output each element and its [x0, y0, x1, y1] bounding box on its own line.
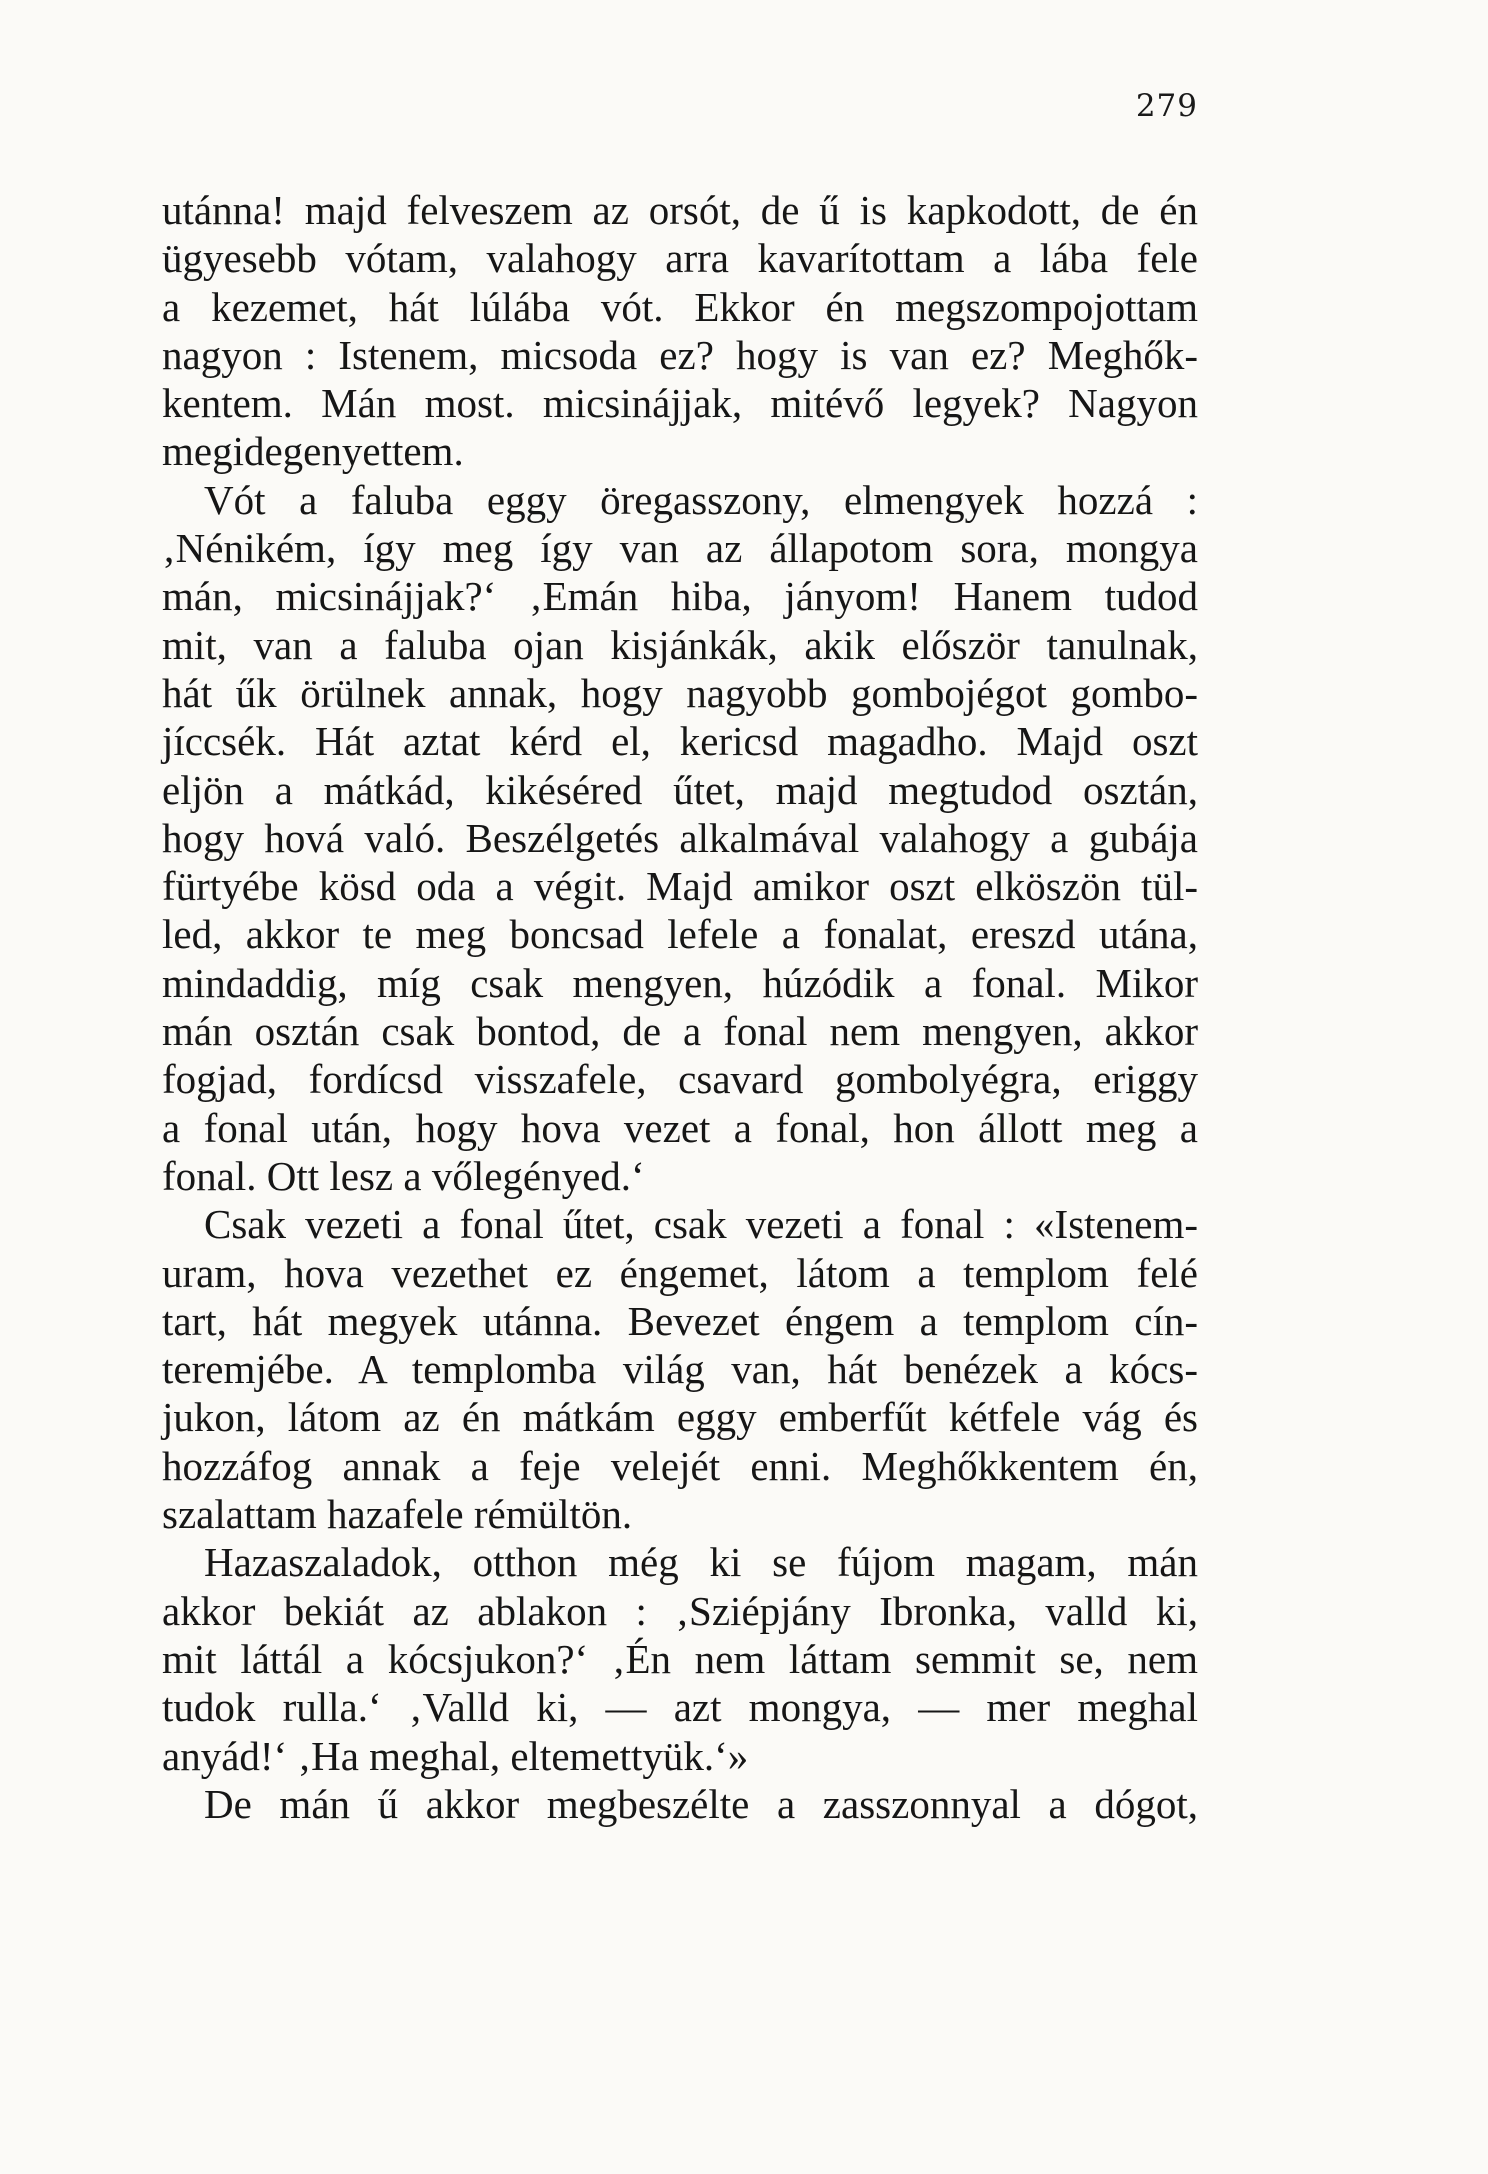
text-line: Csak vezeti a fonal űtet, csak vezeti a fonal : «Istenem-: [204, 1201, 1198, 1248]
text-line: mán osztán csak bontod, de a fonal nem mengyen, akkor: [162, 1008, 1198, 1055]
text-line: teremjébe. A templomba világ van, hát benézek a kócs-: [162, 1346, 1198, 1393]
text-line: szalattam hazafele rémültön.: [162, 1491, 633, 1538]
text-line: kentem. Mán most. micsinájjak, mitévő legyek? Nagyon: [162, 380, 1198, 427]
text-line: Vót a faluba eggy öregasszony, elmengyek hozzá :: [204, 476, 1198, 523]
text-line: hozzáfog annak a feje velejét enni. Meghőkkentem én,: [162, 1442, 1198, 1489]
text-line: megidegenyettem.: [162, 428, 464, 475]
text-line: led, akkor te meg boncsad lefele a fonalat, ereszd utána,: [162, 911, 1198, 958]
text-line: jíccsék. Hát aztat kérd el, kericsd magadho. Majd oszt: [162, 718, 1198, 765]
text-line: anyád!‘ ‚Ha meghal, eltemettyük.‘»: [162, 1732, 749, 1779]
text-line: mit, van a faluba ojan kisjánkák, akik először tanulnak,: [162, 621, 1198, 668]
text-line: tart, hát megyek utánna. Bevezet éngem a templom cín-: [162, 1297, 1198, 1344]
text-line: hogy hová való. Beszélgetés alkalmával valahogy a gubája: [162, 814, 1198, 861]
text-line: a kezemet, hát lúlába vót. Ekkor én megszompojottam: [162, 283, 1198, 330]
text-line: fonal. Ott lesz a vőlegényed.‘: [162, 1152, 645, 1199]
text-line: tudok rulla.‘ ‚Valld ki, — azt mongya, — mer meghal: [162, 1684, 1198, 1731]
text-line: fogjad, fordícsd visszafele, csavard gombolyégra, eriggy: [162, 1056, 1198, 1103]
text-line: fürtyébe kösd oda a végit. Majd amikor oszt elköszön tül-: [162, 863, 1198, 910]
body-text: [162, 186, 1198, 1828]
text-line: ‚Nénikém, így meg így van az állapotom sora, mongya: [162, 525, 1198, 572]
text-line: ügyesebb vótam, valahogy arra kavarítottam a lába fele: [162, 235, 1198, 282]
text-line: utánna! majd felveszem az orsót, de ű is kapkodott, de én: [162, 187, 1198, 233]
text-line: uram, hova vezethet ez éngemet, látom a templom felé: [162, 1249, 1198, 1296]
page-number: 279: [1135, 88, 1198, 124]
text-line: mindaddig, míg csak mengyen, húzódik a fonal. Mikor: [162, 959, 1198, 1006]
text-line: akkor bekiát az ablakon : ‚Sziépjány Ibronka, valld ki,: [162, 1587, 1198, 1634]
text-line: jukon, látom az én mátkám eggy emberfűt kétfele vág és: [162, 1394, 1198, 1441]
text-line: De mán ű akkor megbeszélte a zasszonnyal a dógot,: [204, 1780, 1198, 1827]
text-line: mán, micsinájjak?‘ ‚Emán hiba, jányom! Hanem tudod: [162, 573, 1198, 620]
text-line: nagyon : Istenem, micsoda ez? hogy is van ez? Meghők-: [162, 331, 1198, 378]
text-line: eljön a mátkád, kikéséred űtet, majd megtudod osztán,: [162, 766, 1198, 813]
text-line: a fonal után, hogy hova vezet a fonal, hon állott meg a: [162, 1104, 1198, 1151]
text-line: mit láttál a kócsjukon?‘ ‚Én nem láttam semmit se, nem: [162, 1635, 1198, 1682]
text-line: hát űk örülnek annak, hogy nagyobb gombojégot gombo-: [162, 669, 1198, 716]
text-line: Hazaszaladok, otthon még ki se fújom magam, mán: [204, 1539, 1198, 1586]
